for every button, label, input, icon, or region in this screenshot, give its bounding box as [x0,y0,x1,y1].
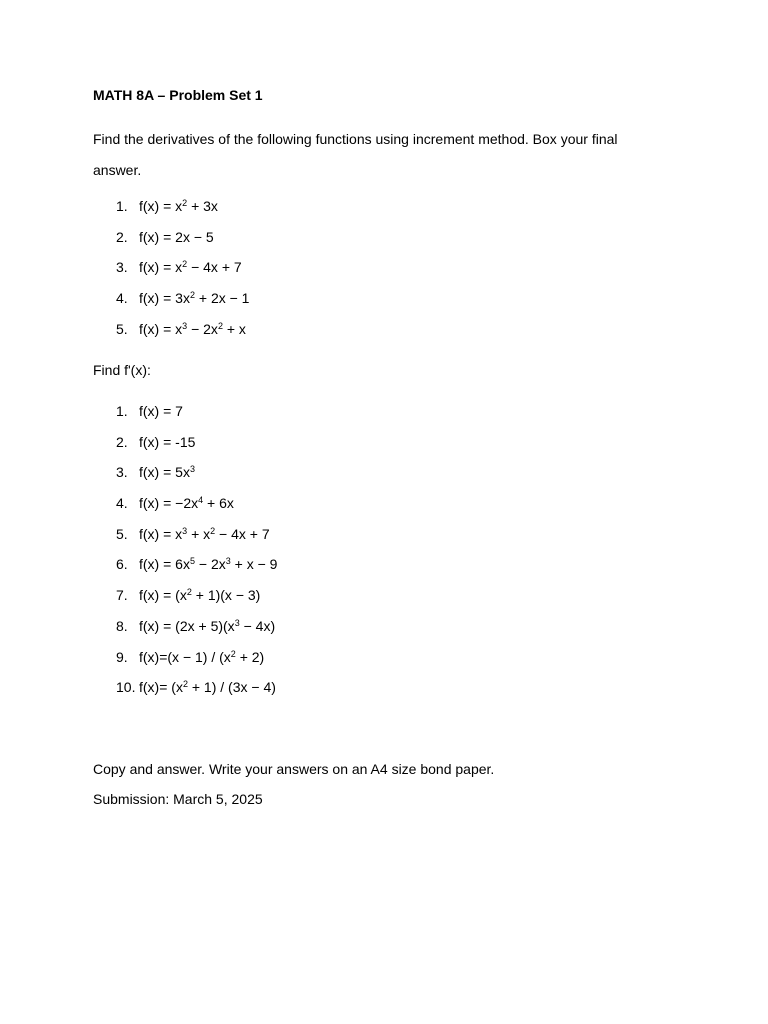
exponent: 2 [210,525,216,536]
list-item-number: 4. [116,290,128,307]
expression-text: f(x) = x [139,259,183,276]
function-expression [139,616,275,636]
expression-text: f(x) = -15 [139,433,196,450]
expression-text: f(x) = 7 [139,403,183,419]
exponent: 3 [182,320,188,331]
exponent: 3 [225,556,231,567]
exponent: 2 [230,648,236,659]
subheading-find-derivative: Find f'(x): [93,362,151,378]
list-item-number: 6. [116,556,128,573]
expression-text: + x [222,320,246,337]
expression-text: f(x) = −2x [139,495,199,512]
expression-text: − 4x + 7 [187,259,242,276]
exponent: 5 [189,556,195,567]
expression-text: f(x) = 3x [139,290,190,307]
list-item-number: 10. [116,679,136,696]
exponent: 3 [182,525,188,536]
expression-text: f(x) = x [139,198,183,214]
list-item-number: 5. [116,320,128,337]
exponent: 2 [182,259,188,270]
function-expression [139,432,195,452]
function-expression [139,493,234,513]
expression-text: f(x) = (x [139,587,187,604]
exponent: 4 [198,495,204,506]
list-item-number: 5. [116,525,128,542]
expression-text: f(x) = x [139,320,183,337]
function-expression [139,554,277,574]
exponent: 2 [182,679,188,690]
instructions-text: Find the derivatives of the following functions using increment method. Box your final answer. [93,131,618,178]
function-expression [139,319,246,339]
function-expression [139,227,214,247]
expression-text: + 3x [187,198,218,214]
function-expression [139,462,195,482]
exponent: 3 [189,464,195,475]
function-expression [139,524,270,544]
exponent: 2 [189,290,195,301]
function-expression [139,585,260,605]
expression-text: + 1)(x − 3) [191,587,261,604]
expression-text: f(x)= (x [139,679,183,696]
function-expression [139,288,249,308]
expression-text: f(x) = (2x + 5)(x [139,617,235,634]
exponent: 2 [186,587,192,598]
list-item-number: 7. [116,587,128,604]
expression-text: + x [187,525,211,542]
expression-text: − 2x [194,556,226,573]
list-item-number: 2. [116,228,128,245]
copy-instruction-text: Copy and answer. Write your answers on an A4 size bond paper. [93,761,495,777]
exponent: 3 [234,617,240,628]
function-expression [139,677,276,697]
exponent: 2 [182,198,188,208]
list-item-number: 2. [116,433,128,450]
expression-text: + x − 9 [230,556,278,573]
expression-text: − 2x [187,320,218,337]
expression-text: f(x)=(x − 1) / (x [139,648,231,665]
document-title: MATH 8A – Problem Set 1 [93,87,263,103]
function-expression [139,647,264,667]
list-item-number: 4. [116,495,128,512]
submission-date-text: Submission: March 5, 2025 [93,791,263,807]
list-item-number: 9. [116,648,128,665]
list-item-number: 8. [116,617,128,634]
exponent: 2 [217,320,223,331]
function-expression [139,257,242,277]
list-item-number: 1. [116,403,128,419]
expression-text: f(x) = 5x [139,464,190,481]
function-expression [139,196,218,216]
expression-text: f(x) = 2x − 5 [139,228,214,245]
expression-text: − 4x + 7 [215,525,270,542]
expression-text: f(x) = 6x [139,556,190,573]
expression-text: + 1) / (3x − 4) [187,679,276,696]
expression-text: + 2) [235,648,265,665]
function-expression [139,401,183,421]
expression-text: − 4x) [239,617,276,634]
expression-text: + 6x [203,495,234,512]
list-item-number: 1. [116,198,128,214]
expression-text: f(x) = x [139,525,183,542]
expression-text: + 2x − 1 [194,290,250,307]
list-item-number: 3. [116,464,128,481]
list-item-number: 3. [116,259,128,276]
